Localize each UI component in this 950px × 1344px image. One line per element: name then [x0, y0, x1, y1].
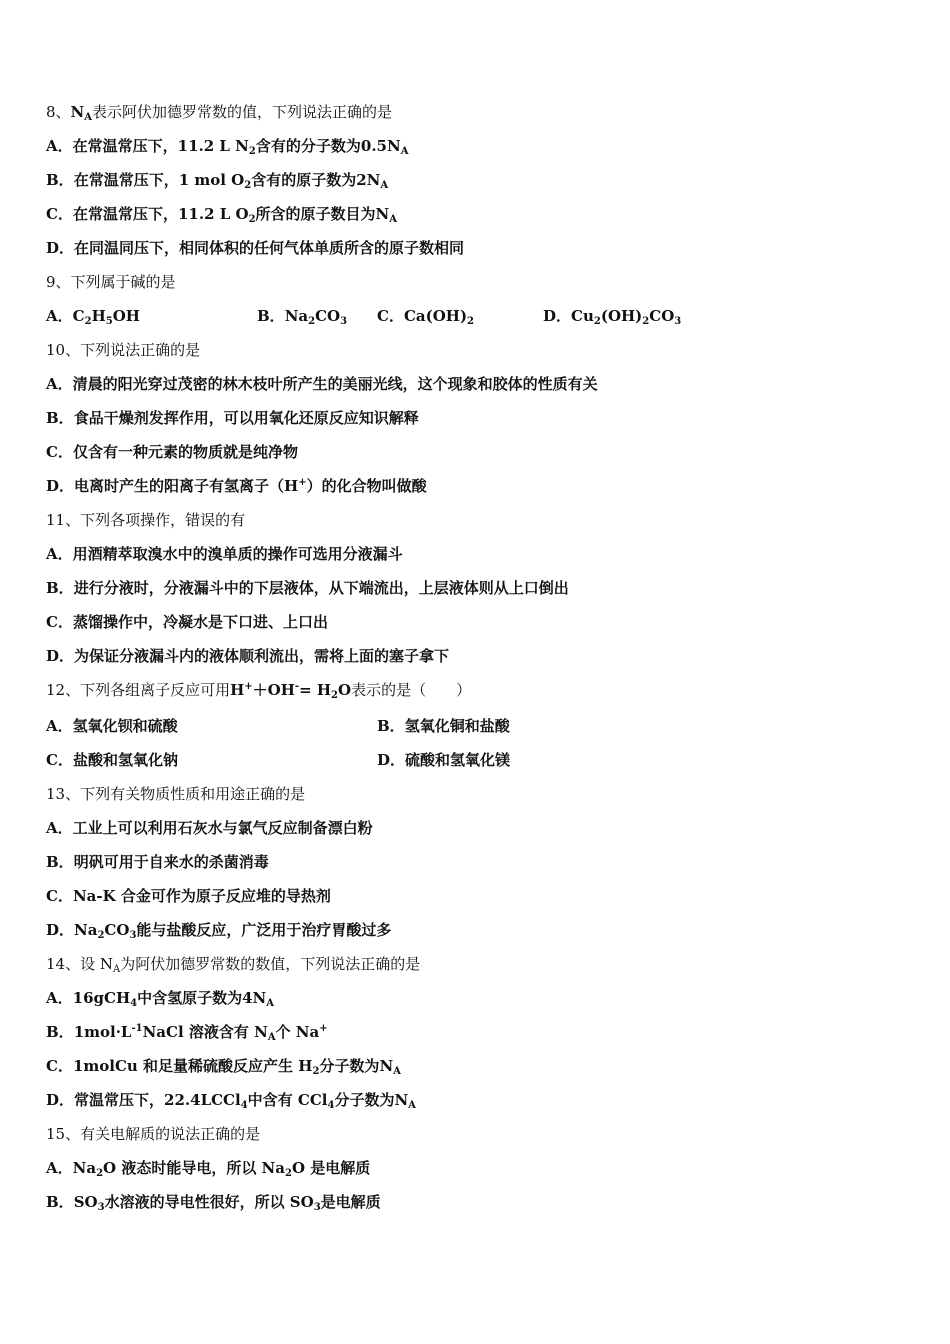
question-10-option-d: D．电离时产生的阳离子有氢离子（H+）的化合物叫做酸 — [46, 477, 427, 495]
question-11-option-a: A．用酒精萃取溴水中的溴单质的操作可选用分液漏斗 — [46, 545, 403, 563]
question-10-option-a: A．清晨的阳光穿过茂密的林木枝叶所产生的美丽光线，这个现象和胶体的性质有关 — [46, 375, 598, 393]
question-13-option-c: C．Na-K 合金可作为原子反应堆的导热剂 — [46, 887, 331, 905]
question-12-options-row2 — [46, 750, 906, 770]
question-8-option-c: C．在常温常压下，11.2 L $O_2$所含的原子数目为$N_A$ — [46, 205, 398, 225]
question-9-option-a: A．$C_2H_5OH$ — [46, 307, 140, 327]
question-14-option-b: B．$1mol\cdot L^{-1}NaCl$ 溶液含有 $N_A$个 Na+ — [46, 1023, 328, 1043]
question-12-options-row1 — [46, 716, 906, 736]
question-9-option-d: D．$Cu_2(OH)_2CO_3$ — [543, 307, 682, 327]
question-8-option-b: B．在常温常压下，1 mol $O_2$含有的原子数为$2N_A$ — [46, 171, 389, 191]
question-9-option-c: C．$Ca(OH)_2$ — [377, 307, 475, 327]
question-14-option-c: C．1molCu 和足量稀硫酸反应产生 $H_2$分子数为$N_A$ — [46, 1057, 401, 1077]
question-12-option-b: B．氢氧化铜和盐酸 — [377, 717, 510, 735]
question-11-option-d: D．为保证分液漏斗内的液体顺利流出，需将上面的塞子拿下 — [46, 647, 450, 665]
question-13-option-b: B．明矾可用于自来水的杀菌消毒 — [46, 853, 269, 871]
question-12-option-a: A．氢氧化钡和硫酸 — [46, 717, 178, 735]
question-12-option-d: D．硫酸和氢氧化镁 — [377, 751, 511, 769]
question-number: 8、 — [46, 103, 71, 121]
question-14-stem: 14、设 $N_A$为阿伏加德罗常数的数值，下列说法正确的是 — [46, 955, 421, 975]
question-11-option-b: B．进行分液时，分液漏斗中的下层液体，从下端流出，上层液体则从上口倒出 — [46, 579, 569, 597]
question-15-option-b: B．$SO_3$水溶液的导电性很好，所以 $SO_3$是电解质 — [46, 1193, 381, 1213]
question-12-option-c: C．盐酸和氢氧化钠 — [46, 751, 178, 769]
question-13-stem: 13、下列有关物质性质和用途正确的是 — [46, 785, 306, 803]
question-10-stem: 10、下列说法正确的是 — [46, 341, 201, 359]
question-10-option-b: B．食品干燥剂发挥作用，可以用氧化还原反应知识解释 — [46, 409, 419, 427]
question-13-option-a: A．工业上可以利用石灰水与氯气反应制备漂白粉 — [46, 819, 373, 837]
question-15-stem: 15、有关电解质的说法正确的是 — [46, 1125, 261, 1143]
question-12-stem: 12、下列各组离子反应可用$H^++OH^-= H_2O$表示的是（ ） — [46, 681, 472, 701]
question-9-option-b: B．$Na_2CO_3$ — [257, 307, 348, 327]
question-8-stem: 8、$N_A$表示阿伏加德罗常数的值，下列说法正确的是 — [46, 103, 393, 123]
question-8-option-d: D．在同温同压下，相同体积的任何气体单质所含的原子数相同 — [46, 239, 465, 257]
question-11-stem: 11、下列各项操作，错误的有 — [46, 511, 246, 529]
question-9-options — [46, 306, 906, 326]
question-11-option-c: C．蒸馏操作中，冷凝水是下口进、上口出 — [46, 613, 328, 631]
question-8-option-a: A．在常温常压下，11.2 L $N_2$含有的分子数为$0.5N_A$ — [46, 137, 409, 157]
question-13-option-d: D．$Na_2CO_3$能与盐酸反应，广泛用于治疗胃酸过多 — [46, 921, 392, 941]
question-9-stem: 9、下列属于碱的是 — [46, 273, 176, 291]
question-15-option-a: A．$Na_2O$ 液态时能导电，所以 $Na_2O$ 是电解质 — [46, 1159, 371, 1179]
question-14-option-a: A．16gCH$_4$中含氢原子数为$4N_A$ — [46, 989, 275, 1009]
question-10-option-c: C．仅含有一种元素的物质就是纯净物 — [46, 443, 298, 461]
question-14-option-d: D．常温常压下，22.4LCCl$_4$中含有 CCl$_4$分子数为$N_A$ — [46, 1091, 416, 1111]
